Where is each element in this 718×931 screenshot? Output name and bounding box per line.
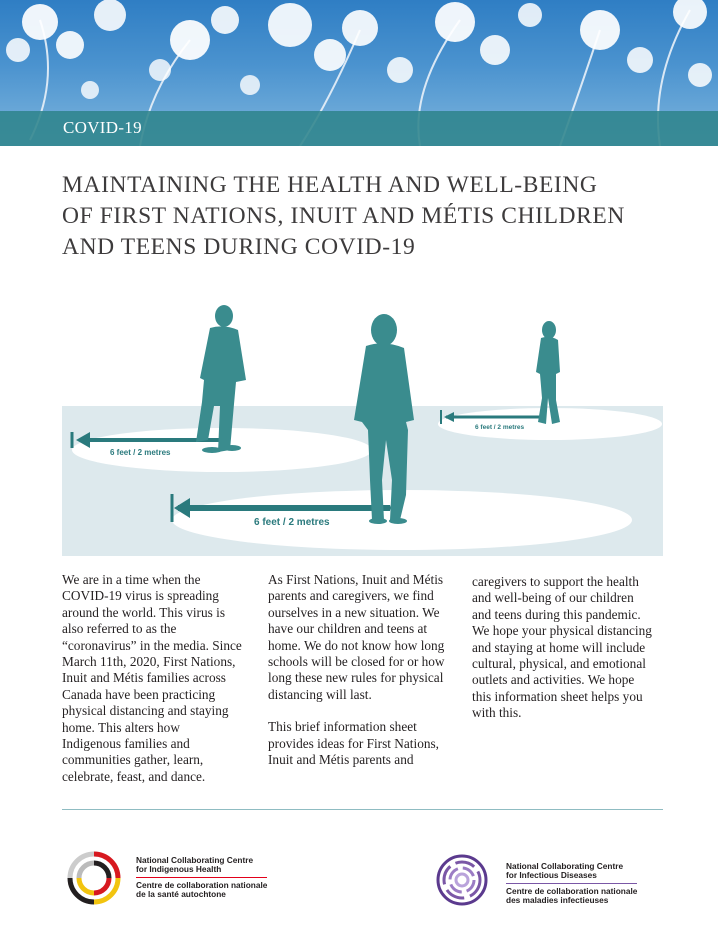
distance-label-right: 6 feet / 2 metres [475,424,525,431]
nccih-en-line-2: for Indigenous Health [136,864,222,875]
body-paragraph: We are in a time when the COVID-19 virus is spreading around the world. This virus is also referred to as the “coronavirus” in the media. Since March 11th, 2020, First Nations, Inuit and Métis families across Canada have been practicing physical distancing and staying home. This alters how Indigenous families and communities gather, learn, celebrate, feast, and dance. [62,572,242,784]
nccid-emblem-icon [432,848,496,908]
body-paragraph: As First Nations, Inuit and Métis parents and caregivers, we find ourselves in a new situation. We have our children and teens at home. We do not know how long schools will be closed for or how long these new rules for physical distancing will last. [268,572,445,702]
page-title [62,170,662,263]
nccih-name-en [136,856,267,878]
footer-divider [62,809,663,810]
nccid-name-fr [506,887,637,906]
title-line-2: OF FIRST NATIONS, INUIT AND MÉTIS CHILDREN [62,203,625,229]
body-paragraph: This brief information sheet provides ideas for First Nations, Inuit and Métis parents and [268,719,439,768]
nccid-logo-text [506,862,637,906]
nccih-logo-text [136,856,267,900]
title-line-3: AND TEENS DURING COVID-19 [62,234,416,260]
distance-label-left: 6 feet / 2 metres [110,448,171,457]
body-paragraph: caregivers to support the health and well-being of our children and teens during this pandemic. We hope your physical distancing and staying at home will include cultural, physical, and emotional outlets and activities. We hope this information sheet helps you with this. [472,574,652,721]
nccid-fr-line-2: des maladies infectieuses [506,895,609,906]
nccid-en-line-2: for Infectious Diseases [506,870,597,881]
body-column-2 [268,572,448,768]
nccid-fr-line-1: Centre de collaboration nationale [506,885,638,896]
nccid-name-en [506,862,637,884]
nccid-logo [432,848,638,913]
distance-label-center: 6 feet / 2 metres [254,517,330,528]
body-column-3 [472,574,652,722]
nccid-en-line-1: National Collaborating Centre [506,861,624,871]
distance-circle-right [438,408,662,440]
nccih-en-line-1: National Collaborating Centre [136,855,254,865]
nccih-logo [62,848,268,913]
title-line-1: MAINTAINING THE HEALTH AND WELL-BEING [62,172,598,198]
header-label: COVID-19 [63,118,142,137]
physical-distancing-illustration [62,280,663,556]
nccih-emblem-icon [62,848,126,908]
nccih-fr-line-1: Centre de collaboration nationale [136,879,268,890]
nccih-name-fr [136,881,267,900]
body-column-1 [62,572,242,785]
nccih-fr-line-2: de la santé autochtone [136,889,226,900]
